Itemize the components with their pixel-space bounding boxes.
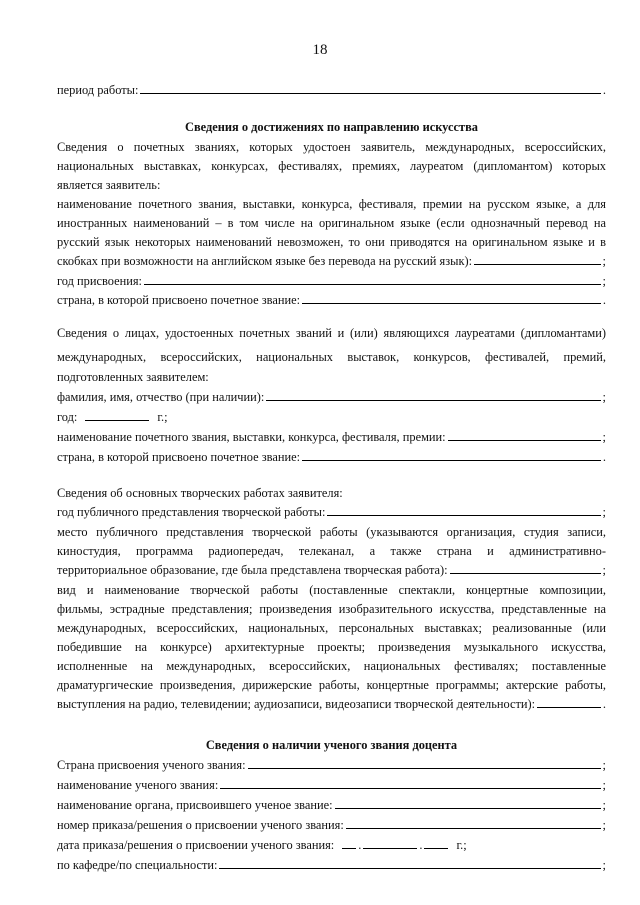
persons-country-field[interactable] (302, 449, 601, 461)
works-year-field[interactable] (327, 504, 600, 516)
works-place-last: территориальное образование, где была представлена творческая работа): (57, 563, 448, 577)
achievements-name-text: наименование почетного звания, выставки, конкурса, фестиваля, премии на русском языке, а для (57, 197, 606, 211)
docent-name-field[interactable] (220, 777, 600, 789)
persons-fio-label: фамилия, имя, отчество (при наличии): (57, 390, 265, 404)
achievements-heading: Сведения о достижениях по направлению искусства (185, 120, 478, 134)
persons-intro-line: Сведения о лицах, удостоенных почетных званий и (или) являющихся лауреатами (дипломантами) (57, 326, 606, 340)
docent-heading: Сведения о наличии ученого звания доцента (205, 738, 458, 752)
docent-date-label: дата приказа/решения о присвоении ученого звания: (57, 838, 335, 852)
docent-dept-field[interactable] (219, 857, 600, 869)
persons-year-field[interactable] (85, 409, 149, 421)
works-kind-text: вид и наименование творческой работы (поставленные спектакли, концертные композиции, (57, 583, 606, 597)
achievements-intro-line: национальных выставках, конкурсах, фестивалях, премиях, лауреатом (дипломантом) которых (57, 159, 606, 173)
persons-title-row: наименование почетного звания, выставки, конкурса, фестиваля, премии: ; (57, 430, 606, 444)
works-kind-text: исполненные на международных, всероссийских, национальных фестивалях; поставленные (57, 659, 606, 673)
works-kind-field[interactable] (537, 696, 601, 708)
persons-year-row (57, 409, 606, 425)
achievements-name-row: скобках при возможности на английском языке без перевода на русский язык): ; (57, 254, 606, 268)
docent-name-label: наименование ученого звания: (57, 778, 219, 792)
achievements-year-row: год присвоения: ; (57, 274, 606, 288)
works-place-field[interactable] (450, 562, 601, 574)
docent-dept-label: по кафедре/по специальности: (57, 858, 218, 872)
docent-date-year-field[interactable] (424, 837, 448, 849)
works-kind-text: драматургические произведения, дирижерские работы, концертные программы; актерские работы, (57, 678, 606, 692)
works-kind-text: международных, всероссийских, национальных, персональных выставках; реализованные (или (57, 621, 606, 635)
achievements-name-last: скобках при возможности на английском языке без перевода на русский язык): (57, 254, 473, 268)
docent-country-label: Страна присвоения ученого звания: (57, 758, 246, 772)
docent-country-row: Страна присвоения ученого звания: ; (57, 758, 606, 772)
work-period-label: период работы: (57, 83, 139, 97)
achievements-name-text: иностранных наименований – в том числе на оригинальном языке (если однозначный перевод на (57, 216, 606, 230)
works-place-text: киностудия, программа радиопередач, телеканал, а также страна и административно- (57, 544, 606, 558)
persons-fio-row: фамилия, имя, отчество (при наличии): ; (57, 390, 606, 404)
achievements-name-field[interactable] (474, 253, 601, 265)
achievements-country-field[interactable] (302, 292, 601, 304)
works-kind-last: выступления на радио, телевидении; аудиозаписи, видеозаписи творческой деятельности): (57, 697, 536, 711)
persons-country-row: страна, в которой присвоено почетное звание: . (57, 450, 606, 464)
persons-year-label: год: (57, 410, 78, 424)
docent-name-row: наименование ученого звания: ; (57, 778, 606, 792)
works-year-label: год публичного представления творческой работы: (57, 505, 326, 519)
persons-title-field[interactable] (448, 429, 601, 441)
achievements-year-field[interactable] (144, 273, 601, 285)
docent-date-row: дата приказа/решения о присвоении ученого звания: . . г.; (57, 838, 467, 852)
docent-org-label: наименование органа, присвоившего ученое звание: (57, 798, 333, 812)
works-place-row: территориальное образование, где была представлена творческая работа): ; (57, 563, 606, 577)
works-intro: Сведения об основных творческих работах заявителя: (57, 486, 343, 500)
docent-order-label: номер приказа/решения о присвоении ученого звания: (57, 818, 344, 832)
docent-order-field[interactable] (346, 817, 601, 829)
docent-country-field[interactable] (248, 757, 601, 769)
docent-date-day-field[interactable] (342, 837, 356, 849)
persons-country-label: страна, в которой присвоено почетное звание: (57, 450, 301, 464)
docent-date-month-field[interactable] (363, 837, 417, 849)
persons-intro-line: международных, всероссийских, национальных выставок, конкурсов, фестивалей, премий, (57, 350, 606, 364)
persons-fio-field[interactable] (266, 389, 600, 401)
achievements-country-row: страна, в которой присвоено почетное звание: . (57, 293, 606, 307)
docent-dept-row: по кафедре/по специальности: ; (57, 858, 606, 872)
works-kind-text: победившие на конкурсе) архитектурные проекты; произведения музыкального искусства, (57, 640, 606, 654)
works-kind-row: выступления на радио, телевидении; аудиозаписи, видеозаписи творческой деятельности): . (57, 697, 606, 711)
work-period-end: . (602, 83, 606, 97)
work-period-row (57, 82, 606, 98)
persons-year-suffix: г.; (157, 410, 168, 424)
persons-intro-line: подготовленных заявителем: (57, 370, 209, 384)
achievements-intro-line: Сведения о почетных званиях, которых удостоен заявитель, международных, всероссийских, (57, 140, 606, 154)
works-place-text: место публичного представления творческой работы (указываются организация, студия записи, (57, 525, 606, 539)
works-kind-text: фильмы, эстрадные представления; произведения изобразительного искусства, представленные на (57, 602, 606, 616)
works-year-row: год публичного представления творческой работы: ; (57, 505, 606, 519)
achievements-name-text: русский язык некоторых наименований невозможен, то они приводятся на оригинальном языке и в (57, 235, 606, 249)
achievements-year-label: год присвоения: (57, 274, 142, 288)
docent-order-row: номер приказа/решения о присвоении ученого звания: ; (57, 818, 606, 832)
docent-org-row: наименование органа, присвоившего ученое звание: ; (57, 798, 606, 812)
docent-org-field[interactable] (335, 797, 601, 809)
achievements-country-label: страна, в которой присвоено почетное звание: (57, 293, 301, 307)
page-number: 18 (312, 42, 328, 58)
persons-title-label: наименование почетного звания, выставки, конкурса, фестиваля, премии: (57, 430, 446, 444)
docent-date-suffix: г.; (456, 838, 467, 852)
work-period-field[interactable] (140, 82, 600, 94)
achievements-intro-line: является заявитель: (57, 178, 161, 192)
